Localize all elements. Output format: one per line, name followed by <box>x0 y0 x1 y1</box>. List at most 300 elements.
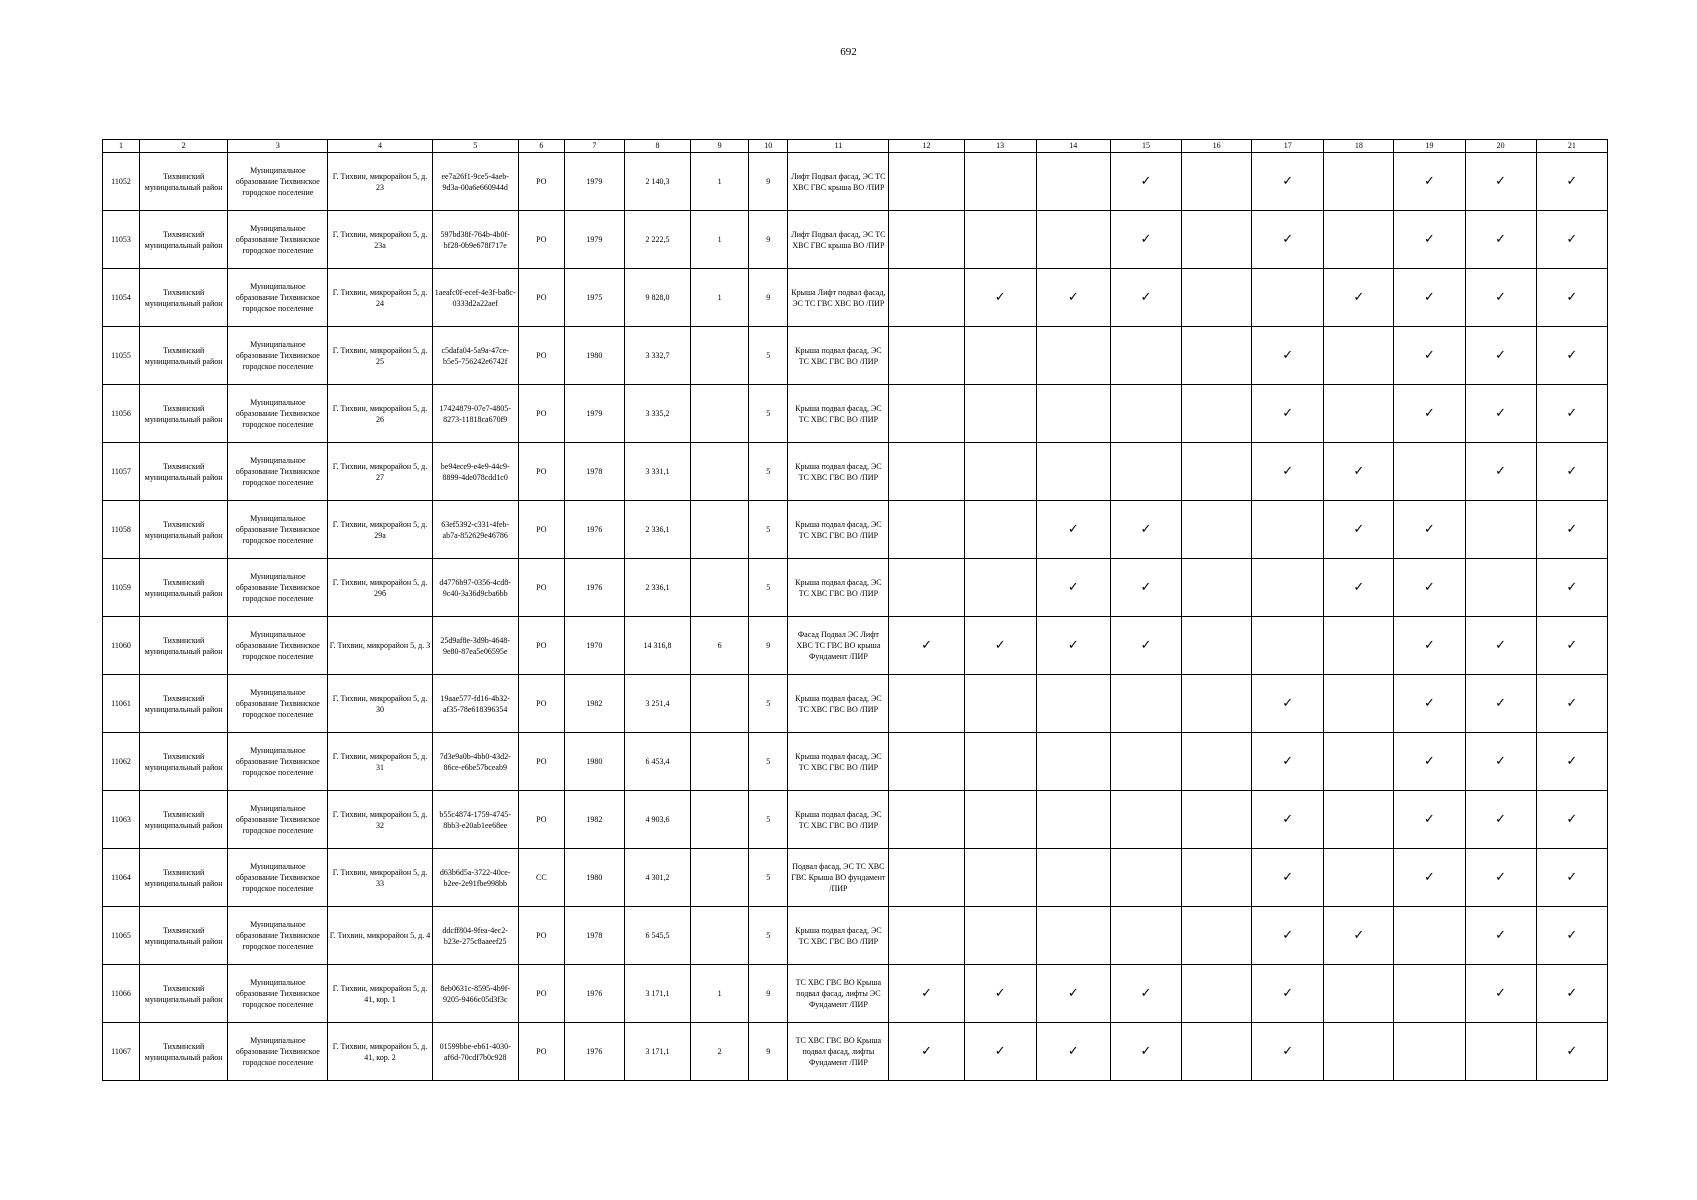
mark-cell-col-18 <box>1324 1023 1394 1081</box>
address-cell: Г. Тихвин, микрорайон 5, д. 29а <box>328 501 432 559</box>
floors-cell: 5 <box>749 675 788 733</box>
mark-cell-col-20 <box>1465 1023 1536 1081</box>
mark-cell-col-21 <box>1536 269 1607 327</box>
mark-cell-col-21 <box>1536 617 1607 675</box>
check-mark-icon: ✓ <box>1140 174 1152 189</box>
check-mark-icon: ✓ <box>1424 522 1435 537</box>
check-mark-icon: ✓ <box>1566 232 1578 247</box>
column-header: 21 <box>1536 140 1607 153</box>
mark-cell-col-15 <box>1110 269 1181 327</box>
column-header: 3 <box>228 140 328 153</box>
mark-cell-col-12 <box>889 965 964 1023</box>
address-cell: Г. Тихвин, микрорайон 5, д. 25 <box>328 327 432 385</box>
works-cell: Крыша подвал фасад, ЭС ТС ХВС ГВС ВО /ПИР <box>788 385 889 443</box>
check-mark-icon: ✓ <box>1495 406 1507 421</box>
mark-cell-col-17 <box>1252 443 1324 501</box>
municipality-cell: Муниципальное образование Тихвинское городское поселение <box>228 907 328 965</box>
column-9-cell <box>691 849 749 907</box>
mark-cell-col-14 <box>1036 327 1110 385</box>
district-cell: Тихвинский муниципальный район <box>140 501 228 559</box>
mark-cell-col-19 <box>1394 153 1465 211</box>
mark-cell-col-19 <box>1394 791 1465 849</box>
works-cell: Фасад Подвал ЭС Лифт ХВС ТС ГВС ВО крыша Фундамент /ПИР <box>788 617 889 675</box>
header-row <box>103 140 1608 153</box>
column-9-cell: 2 <box>691 1023 749 1081</box>
row-number: 11052 <box>103 153 140 211</box>
mark-cell-col-14 <box>1036 443 1110 501</box>
column-header: 7 <box>564 140 624 153</box>
district-cell: Тихвинский муниципальный район <box>140 269 228 327</box>
mark-cell-col-13 <box>964 849 1036 907</box>
guid-cell: 25d9af8e-3d9b-4648-9e80-87ea5e06595e <box>432 617 518 675</box>
check-mark-icon: ✓ <box>1566 638 1578 653</box>
table-row <box>103 501 1608 559</box>
mark-cell-col-12 <box>889 791 964 849</box>
mark-cell-col-14 <box>1036 385 1110 443</box>
mark-cell-col-13 <box>964 965 1036 1023</box>
row-number: 11056 <box>103 385 140 443</box>
mark-cell-col-21 <box>1536 385 1607 443</box>
mark-cell-col-12 <box>889 1023 964 1081</box>
year-cell: 1979 <box>564 211 624 269</box>
mark-cell-col-17 <box>1252 269 1324 327</box>
mark-cell-col-17 <box>1252 733 1324 791</box>
mark-cell-col-14 <box>1036 211 1110 269</box>
check-mark-icon: ✓ <box>1495 870 1507 885</box>
area-cell: 3 332,7 <box>624 327 690 385</box>
mark-cell-col-21 <box>1536 849 1607 907</box>
guid-cell: 7d3e9a0b-4bb0-43d2-86ce-e6be57bceab9 <box>432 733 518 791</box>
row-number: 11060 <box>103 617 140 675</box>
address-cell: Г. Тихвин, микрорайон 5, д. 41, кор. 2 <box>328 1023 432 1081</box>
mark-cell-col-13 <box>964 269 1036 327</box>
mark-cell-col-18 <box>1324 617 1394 675</box>
check-mark-icon: ✓ <box>994 986 1006 1001</box>
mark-cell-col-18 <box>1324 153 1394 211</box>
check-mark-icon: ✓ <box>1067 290 1079 305</box>
ownership-type-cell: РО <box>518 617 564 675</box>
mark-cell-col-14 <box>1036 907 1110 965</box>
mark-cell-col-20 <box>1465 965 1536 1023</box>
guid-cell: 17424879-07e7-4805-8273-11818ca670f9 <box>432 385 518 443</box>
guid-cell: d63b6d5a-3722-40ce-b2ee-2e91fbe998bb <box>432 849 518 907</box>
check-mark-icon: ✓ <box>1495 754 1507 769</box>
row-number: 11054 <box>103 269 140 327</box>
mark-cell-col-18 <box>1324 965 1394 1023</box>
mark-cell-col-18 <box>1324 443 1394 501</box>
mark-cell-col-18 <box>1324 501 1394 559</box>
floors-cell: 5 <box>749 559 788 617</box>
mark-cell-col-13 <box>964 675 1036 733</box>
ownership-type-cell: РО <box>518 327 564 385</box>
check-mark-icon: ✓ <box>994 290 1006 305</box>
column-header: 4 <box>328 140 432 153</box>
mark-cell-col-15 <box>1110 327 1181 385</box>
mark-cell-col-17 <box>1252 1023 1324 1081</box>
ownership-type-cell: РО <box>518 153 564 211</box>
check-mark-icon: ✓ <box>994 1044 1006 1059</box>
mark-cell-col-12 <box>889 501 964 559</box>
check-mark-icon: ✓ <box>1566 348 1578 363</box>
mark-cell-col-15 <box>1110 1023 1181 1081</box>
mark-cell-col-13 <box>964 327 1036 385</box>
column-9-cell: 1 <box>691 965 749 1023</box>
mark-cell-col-18 <box>1324 327 1394 385</box>
mark-cell-col-13 <box>964 733 1036 791</box>
mark-cell-col-17 <box>1252 849 1324 907</box>
guid-cell: 8eb0631c-8595-4b9f-9205-9466c05d3f3c <box>432 965 518 1023</box>
check-mark-icon: ✓ <box>1282 754 1294 769</box>
check-mark-icon: ✓ <box>1495 696 1507 711</box>
mark-cell-col-19 <box>1394 849 1465 907</box>
column-9-cell <box>691 907 749 965</box>
guid-cell: 01599bbe-eb61-4030-af6d-70cdf7b0c928 <box>432 1023 518 1081</box>
year-cell: 1979 <box>564 153 624 211</box>
check-mark-icon: ✓ <box>1566 580 1578 595</box>
column-9-cell <box>691 501 749 559</box>
mark-cell-col-15 <box>1110 907 1181 965</box>
mark-cell-col-14 <box>1036 965 1110 1023</box>
mark-cell-col-18 <box>1324 907 1394 965</box>
district-cell: Тихвинский муниципальный район <box>140 559 228 617</box>
check-mark-icon: ✓ <box>1282 174 1294 189</box>
municipality-cell: Муниципальное образование Тихвинское городское поселение <box>228 443 328 501</box>
mark-cell-col-21 <box>1536 1023 1607 1081</box>
row-number: 11064 <box>103 849 140 907</box>
mark-cell-col-17 <box>1252 153 1324 211</box>
municipality-cell: Муниципальное образование Тихвинское городское поселение <box>228 153 328 211</box>
area-cell: 3 335,2 <box>624 385 690 443</box>
table-row <box>103 791 1608 849</box>
check-mark-icon: ✓ <box>1566 696 1578 711</box>
column-9-cell <box>691 327 749 385</box>
works-cell: Крыша подвал фасад, ЭС ТС ХВС ГВС ВО /ПИР <box>788 327 889 385</box>
check-mark-icon: ✓ <box>1566 1044 1578 1059</box>
mark-cell-col-14 <box>1036 733 1110 791</box>
mark-cell-col-20 <box>1465 443 1536 501</box>
mark-cell-col-21 <box>1536 907 1607 965</box>
municipality-cell: Муниципальное образование Тихвинское городское поселение <box>228 211 328 269</box>
table-row <box>103 965 1608 1023</box>
column-header: 13 <box>964 140 1036 153</box>
check-mark-icon: ✓ <box>1282 928 1294 943</box>
municipality-cell: Муниципальное образование Тихвинское городское поселение <box>228 675 328 733</box>
district-cell: Тихвинский муниципальный район <box>140 1023 228 1081</box>
mark-cell-col-19 <box>1394 385 1465 443</box>
district-cell: Тихвинский муниципальный район <box>140 733 228 791</box>
area-cell: 14 316,8 <box>624 617 690 675</box>
mark-cell-col-20 <box>1465 385 1536 443</box>
mark-cell-col-13 <box>964 617 1036 675</box>
area-cell: 6 545,5 <box>624 907 690 965</box>
check-mark-icon: ✓ <box>1067 580 1079 595</box>
mark-cell-col-21 <box>1536 965 1607 1023</box>
municipality-cell: Муниципальное образование Тихвинское городское поселение <box>228 791 328 849</box>
check-mark-icon: ✓ <box>1282 870 1294 885</box>
mark-cell-col-17 <box>1252 385 1324 443</box>
mark-cell-col-20 <box>1465 849 1536 907</box>
check-mark-icon: ✓ <box>1282 986 1294 1001</box>
year-cell: 1980 <box>564 849 624 907</box>
page-number: 692 <box>840 46 857 58</box>
address-cell: Г. Тихвин, микрорайон 5, д. 27 <box>328 443 432 501</box>
floors-cell: 9 <box>749 1023 788 1081</box>
column-9-cell <box>691 733 749 791</box>
table-row <box>103 385 1608 443</box>
check-mark-icon: ✓ <box>1424 232 1435 247</box>
floors-cell: 9 <box>749 617 788 675</box>
district-cell: Тихвинский муниципальный район <box>140 849 228 907</box>
check-mark-icon: ✓ <box>1495 986 1507 1001</box>
mark-cell-col-16 <box>1182 733 1252 791</box>
address-cell: Г. Тихвин, микрорайон 5, д. 41, кор. 1 <box>328 965 432 1023</box>
mark-cell-col-13 <box>964 385 1036 443</box>
mark-cell-col-15 <box>1110 559 1181 617</box>
works-cell: ТС ХВС ГВС ВО Крыша подвал фасад, лифты ЭС Фундамент /ПИР <box>788 965 889 1023</box>
area-cell: 2 222,5 <box>624 211 690 269</box>
district-cell: Тихвинский муниципальный район <box>140 675 228 733</box>
mark-cell-col-19 <box>1394 1023 1465 1081</box>
municipality-cell: Муниципальное образование Тихвинское городское поселение <box>228 617 328 675</box>
mark-cell-col-19 <box>1394 269 1465 327</box>
works-cell: Крыша подвал фасад, ЭС ТС ХВС ГВС ВО /ПИР <box>788 675 889 733</box>
mark-cell-col-18 <box>1324 675 1394 733</box>
mark-cell-col-14 <box>1036 559 1110 617</box>
column-9-cell: 6 <box>691 617 749 675</box>
mark-cell-col-14 <box>1036 269 1110 327</box>
mark-cell-col-20 <box>1465 211 1536 269</box>
column-header: 2 <box>140 140 228 153</box>
works-cell: Крыша подвал фасад, ЭС ТС ХВС ГВС ВО /ПИР <box>788 733 889 791</box>
check-mark-icon: ✓ <box>1424 174 1435 189</box>
mark-cell-col-20 <box>1465 501 1536 559</box>
mark-cell-col-12 <box>889 443 964 501</box>
works-cell: Лифт Подвал фасад, ЭС ТС ХВС ГВС крыша ВО /ПИР <box>788 153 889 211</box>
mark-cell-col-13 <box>964 153 1036 211</box>
address-cell: Г. Тихвин, микрорайон 5, д. 30 <box>328 675 432 733</box>
ownership-type-cell: РО <box>518 965 564 1023</box>
mark-cell-col-18 <box>1324 385 1394 443</box>
year-cell: 1979 <box>564 385 624 443</box>
check-mark-icon: ✓ <box>1140 986 1152 1001</box>
mark-cell-col-20 <box>1465 327 1536 385</box>
mark-cell-col-20 <box>1465 733 1536 791</box>
mark-cell-col-21 <box>1536 733 1607 791</box>
area-cell: 2 140,3 <box>624 153 690 211</box>
mark-cell-col-14 <box>1036 1023 1110 1081</box>
mark-cell-col-15 <box>1110 617 1181 675</box>
municipality-cell: Муниципальное образование Тихвинское городское поселение <box>228 269 328 327</box>
check-mark-icon: ✓ <box>1424 580 1435 595</box>
floors-cell: 9 <box>749 211 788 269</box>
mark-cell-col-14 <box>1036 675 1110 733</box>
year-cell: 1976 <box>564 965 624 1023</box>
column-header: 9 <box>691 140 749 153</box>
mark-cell-col-16 <box>1182 269 1252 327</box>
mark-cell-col-17 <box>1252 907 1324 965</box>
guid-cell: be94ece9-e4e9-44c9-8899-4de078cdd1c0 <box>432 443 518 501</box>
table-row <box>103 559 1608 617</box>
column-9-cell <box>691 791 749 849</box>
mark-cell-col-16 <box>1182 617 1252 675</box>
floors-cell: 5 <box>749 327 788 385</box>
column-header: 19 <box>1394 140 1465 153</box>
mark-cell-col-15 <box>1110 211 1181 269</box>
check-mark-icon: ✓ <box>1566 812 1578 827</box>
works-cell: Крыша подвал фасад, ЭС ТС ХВС ГВС ВО /ПИР <box>788 791 889 849</box>
check-mark-icon: ✓ <box>1424 696 1435 711</box>
mark-cell-col-12 <box>889 559 964 617</box>
mark-cell-col-12 <box>889 327 964 385</box>
column-9-cell <box>691 443 749 501</box>
table-row <box>103 617 1608 675</box>
district-cell: Тихвинский муниципальный район <box>140 327 228 385</box>
mark-cell-col-18 <box>1324 849 1394 907</box>
ownership-type-cell: РО <box>518 907 564 965</box>
check-mark-icon: ✓ <box>1282 348 1294 363</box>
mark-cell-col-12 <box>889 849 964 907</box>
check-mark-icon: ✓ <box>1140 232 1152 247</box>
mark-cell-col-20 <box>1465 675 1536 733</box>
works-cell: Крыша подвал фасад, ЭС ТС ХВС ГВС ВО /ПИР <box>788 559 889 617</box>
guid-cell: d4776b97-0356-4cd8-9c40-3a36d9cba6bb <box>432 559 518 617</box>
check-mark-icon: ✓ <box>1495 812 1507 827</box>
check-mark-icon: ✓ <box>994 638 1006 653</box>
check-mark-icon: ✓ <box>1566 522 1578 537</box>
guid-cell: ddcff804-9fea-4ec2-b23e-275c8aaeef25 <box>432 907 518 965</box>
year-cell: 1980 <box>564 327 624 385</box>
check-mark-icon: ✓ <box>1353 928 1365 943</box>
district-cell: Тихвинский муниципальный район <box>140 907 228 965</box>
mark-cell-col-18 <box>1324 733 1394 791</box>
works-cell: Лифт Подвал фасад, ЭС ТС ХВС ГВС крыша ВО /ПИР <box>788 211 889 269</box>
check-mark-icon: ✓ <box>1353 290 1365 305</box>
ownership-type-cell: РО <box>518 675 564 733</box>
floors-cell: 5 <box>749 791 788 849</box>
table-row <box>103 733 1608 791</box>
mark-cell-col-12 <box>889 733 964 791</box>
address-cell: Г. Тихвин, микрорайон 5, д. 26 <box>328 385 432 443</box>
housing-registry-table <box>102 139 1608 1081</box>
year-cell: 1978 <box>564 907 624 965</box>
ownership-type-cell: РО <box>518 269 564 327</box>
ownership-type-cell: РО <box>518 733 564 791</box>
address-cell: Г. Тихвин, микрорайон 5, д. 24 <box>328 269 432 327</box>
check-mark-icon: ✓ <box>1067 986 1079 1001</box>
works-cell: Крыша подвал фасад, ЭС ТС ХВС ГВС ВО /ПИР <box>788 501 889 559</box>
area-cell: 2 336,1 <box>624 501 690 559</box>
mark-cell-col-20 <box>1465 617 1536 675</box>
column-9-cell <box>691 675 749 733</box>
row-number: 11061 <box>103 675 140 733</box>
mark-cell-col-13 <box>964 907 1036 965</box>
address-cell: Г. Тихвин, микрорайон 5, д. 4 <box>328 907 432 965</box>
mark-cell-col-14 <box>1036 791 1110 849</box>
floors-cell: 9 <box>749 153 788 211</box>
mark-cell-col-16 <box>1182 791 1252 849</box>
mark-cell-col-14 <box>1036 153 1110 211</box>
address-cell: Г. Тихвин, микрорайон 5, д. 31 <box>328 733 432 791</box>
mark-cell-col-16 <box>1182 385 1252 443</box>
mark-cell-col-17 <box>1252 327 1324 385</box>
mark-cell-col-19 <box>1394 327 1465 385</box>
check-mark-icon: ✓ <box>1566 174 1578 189</box>
column-header: 10 <box>749 140 788 153</box>
check-mark-icon: ✓ <box>1424 812 1435 827</box>
table-row <box>103 675 1608 733</box>
mark-cell-col-21 <box>1536 153 1607 211</box>
area-cell: 4 301,2 <box>624 849 690 907</box>
area-cell: 2 336,1 <box>624 559 690 617</box>
mark-cell-col-15 <box>1110 733 1181 791</box>
mark-cell-col-19 <box>1394 211 1465 269</box>
ownership-type-cell: СС <box>518 849 564 907</box>
guid-cell: 1aeafc0f-ecef-4e3f-ba8c-0333d2a22aef <box>432 269 518 327</box>
area-cell: 3 331,1 <box>624 443 690 501</box>
mark-cell-col-13 <box>964 1023 1036 1081</box>
check-mark-icon: ✓ <box>1424 406 1435 421</box>
ownership-type-cell: РО <box>518 559 564 617</box>
municipality-cell: Муниципальное образование Тихвинское городское поселение <box>228 501 328 559</box>
table-header <box>103 140 1608 153</box>
column-header: 1 <box>103 140 140 153</box>
column-9-cell: 1 <box>691 269 749 327</box>
check-mark-icon: ✓ <box>1353 522 1365 537</box>
district-cell: Тихвинский муниципальный район <box>140 617 228 675</box>
mark-cell-col-16 <box>1182 153 1252 211</box>
row-number: 11053 <box>103 211 140 269</box>
mark-cell-col-20 <box>1465 907 1536 965</box>
year-cell: 1980 <box>564 733 624 791</box>
mark-cell-col-15 <box>1110 501 1181 559</box>
mark-cell-col-12 <box>889 907 964 965</box>
check-mark-icon: ✓ <box>1566 464 1578 479</box>
column-header: 14 <box>1036 140 1110 153</box>
municipality-cell: Муниципальное образование Тихвинское городское поселение <box>228 385 328 443</box>
column-9-cell <box>691 559 749 617</box>
table-row <box>103 153 1608 211</box>
check-mark-icon: ✓ <box>1282 1044 1294 1059</box>
mark-cell-col-21 <box>1536 211 1607 269</box>
row-number: 11062 <box>103 733 140 791</box>
municipality-cell: Муниципальное образование Тихвинское городское поселение <box>228 965 328 1023</box>
mark-cell-col-17 <box>1252 617 1324 675</box>
mark-cell-col-16 <box>1182 849 1252 907</box>
check-mark-icon: ✓ <box>921 638 932 653</box>
mark-cell-col-13 <box>964 443 1036 501</box>
mark-cell-col-16 <box>1182 675 1252 733</box>
check-mark-icon: ✓ <box>1566 754 1578 769</box>
district-cell: Тихвинский муниципальный район <box>140 153 228 211</box>
mark-cell-col-19 <box>1394 559 1465 617</box>
mark-cell-col-19 <box>1394 617 1465 675</box>
mark-cell-col-12 <box>889 269 964 327</box>
table-row <box>103 849 1608 907</box>
check-mark-icon: ✓ <box>1566 406 1578 421</box>
mark-cell-col-20 <box>1465 153 1536 211</box>
floors-cell: 5 <box>749 907 788 965</box>
mark-cell-col-20 <box>1465 559 1536 617</box>
guid-cell: c5dafa04-5a9a-47ce-b5e5-756242e6742f <box>432 327 518 385</box>
area-cell: 9 828,0 <box>624 269 690 327</box>
ownership-type-cell: РО <box>518 791 564 849</box>
check-mark-icon: ✓ <box>1495 464 1507 479</box>
mark-cell-col-19 <box>1394 443 1465 501</box>
mark-cell-col-18 <box>1324 559 1394 617</box>
column-header: 8 <box>624 140 690 153</box>
check-mark-icon: ✓ <box>1566 928 1578 943</box>
mark-cell-col-19 <box>1394 965 1465 1023</box>
